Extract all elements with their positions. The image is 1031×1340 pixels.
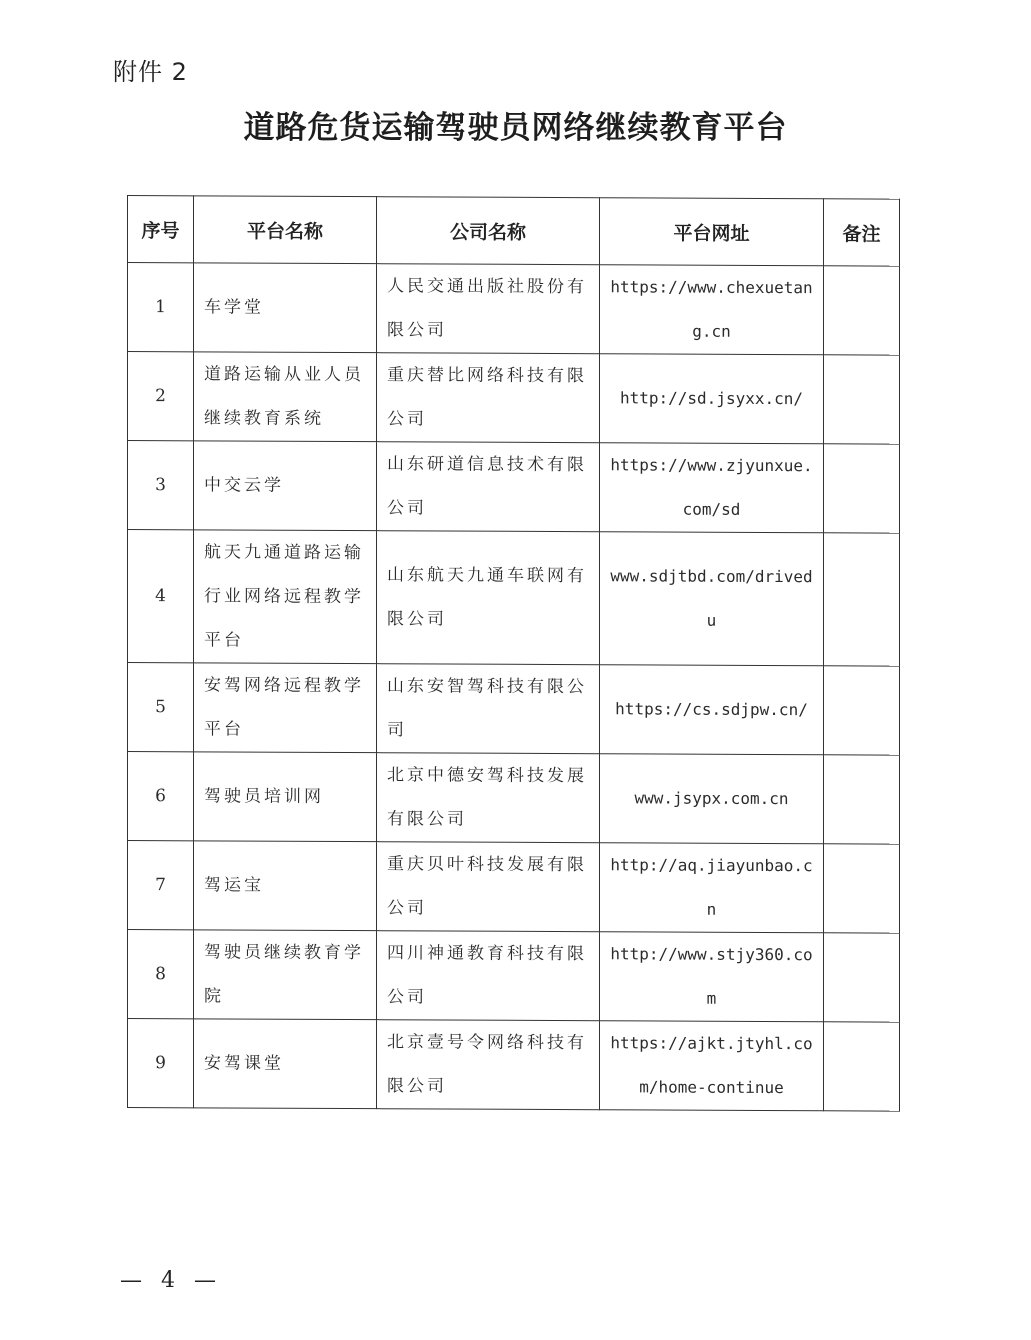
table-row: [128, 930, 900, 1023]
table-row: [128, 841, 900, 934]
row-index: 3: [128, 441, 194, 530]
row-platform-name: 安驾网络远程教学平台: [194, 663, 377, 753]
row-platform-name: 驾驶员继续教育学院: [194, 930, 377, 1020]
row-company-name: 四川神通教育科技有限公司: [377, 931, 600, 1021]
row-remarks: [824, 666, 900, 755]
row-index: 6: [128, 752, 194, 841]
row-platform-url: https://cs.sdjpw.cn/: [600, 665, 824, 755]
document-title: 道路危货运输驾驶员网络继续教育平台: [243, 110, 788, 146]
row-platform-url: http://aq.jiayunbao.cn: [600, 843, 824, 933]
row-platform-url: http://sd.jsyxx.cn/: [600, 354, 824, 444]
row-company-name: 山东航天九通车联网有限公司: [377, 531, 600, 665]
header-platform-name: 平台名称: [194, 196, 377, 264]
header-platform-url: 平台网址: [600, 198, 824, 266]
row-index: 7: [128, 841, 194, 930]
row-platform-url: http://www.stjy360.com: [600, 932, 824, 1022]
row-platform-name: 驾运宝: [194, 841, 377, 931]
table-row: [128, 752, 900, 845]
row-index: 1: [128, 263, 194, 352]
row-platform-url: www.jsypx.com.cn: [600, 754, 824, 844]
row-index: 8: [128, 930, 194, 1019]
row-remarks: [824, 1022, 900, 1111]
row-company-name: 北京中德安驾科技发展有限公司: [377, 753, 600, 843]
row-index: 5: [128, 663, 194, 752]
row-platform-name: 安驾课堂: [194, 1019, 377, 1109]
header-index: 序号: [128, 196, 194, 263]
table-header-row: [128, 196, 900, 267]
row-remarks: [824, 266, 900, 355]
row-company-name: 重庆贝叶科技发展有限公司: [377, 842, 600, 932]
row-remarks: [824, 844, 900, 933]
table-row: [128, 530, 900, 667]
row-platform-url: https://www.chexuetang.cn: [600, 265, 824, 355]
row-remarks: [824, 933, 900, 1022]
row-remarks: [824, 444, 900, 533]
header-company-name: 公司名称: [377, 197, 600, 265]
attachment-label: 附件 2: [113, 58, 188, 86]
row-company-name: 山东安智驾科技有限公司: [377, 664, 600, 754]
page-number: — 4 —: [120, 1268, 222, 1293]
header-remarks: 备注: [824, 199, 900, 266]
table-row: [128, 1019, 900, 1112]
row-platform-name: 道路运输从业人员继续教育系统: [194, 352, 377, 442]
row-company-name: 山东研道信息技术有限公司: [377, 442, 600, 532]
row-company-name: 人民交通出版社股份有限公司: [377, 264, 600, 354]
row-platform-name: 车学堂: [194, 263, 377, 353]
row-company-name: 重庆替比网络科技有限公司: [377, 353, 600, 443]
row-platform-url: www.sdjtbd.com/drivedu: [600, 532, 824, 666]
platform-table: [127, 195, 900, 1112]
row-remarks: [824, 355, 900, 444]
row-index: 2: [128, 352, 194, 441]
row-remarks: [824, 533, 900, 666]
row-index: 4: [128, 530, 194, 663]
row-platform-name: 驾驶员培训网: [194, 752, 377, 842]
table-row: [128, 263, 900, 356]
row-platform-name: 中交云学: [194, 441, 377, 531]
table-row: [128, 663, 900, 756]
row-remarks: [824, 755, 900, 844]
table-row: [128, 352, 900, 445]
row-platform-name: 航天九通道路运输行业网络远程教学平台: [194, 530, 377, 664]
row-index: 9: [128, 1019, 194, 1108]
platform-table-wrapper: [127, 195, 899, 1112]
table-row: [128, 441, 900, 534]
row-platform-url: https://ajkt.jtyhl.com/home-continue: [600, 1021, 824, 1111]
row-company-name: 北京壹号令网络科技有限公司: [377, 1020, 600, 1110]
row-platform-url: https://www.zjyunxue.com/sd: [600, 443, 824, 533]
